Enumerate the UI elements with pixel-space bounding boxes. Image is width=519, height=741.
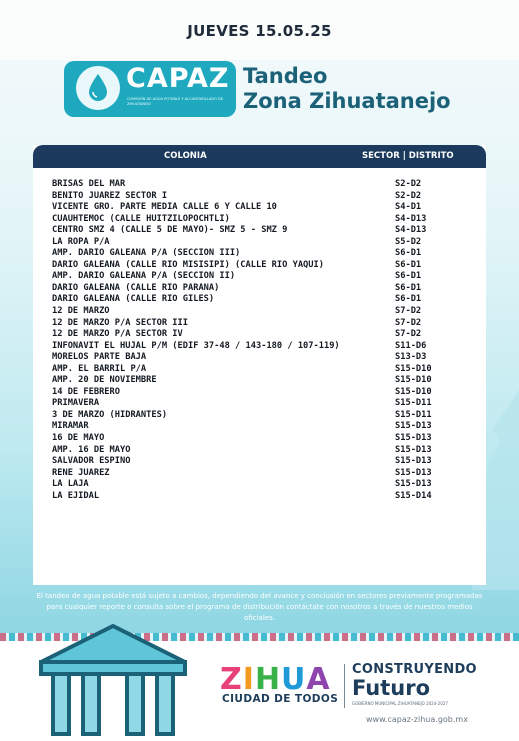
table-row (52, 479, 472, 491)
sector-cell: S13-D3 (395, 352, 427, 363)
website-url[interactable]: www.capaz-zihua.gob.mx (366, 715, 468, 724)
table-row (52, 433, 472, 445)
table-row (52, 225, 472, 237)
table-header (33, 145, 486, 168)
table-row (52, 364, 472, 376)
table-row (52, 375, 472, 387)
sector-cell: S15-D13 (395, 433, 432, 444)
sector-cell: S6-D1 (395, 271, 422, 282)
futuro-text: Futuro (352, 676, 431, 700)
sector-cell: S2-D2 (395, 190, 422, 201)
table-row (52, 410, 472, 422)
sector-cell: S7-D2 (395, 306, 422, 317)
colonia-cell: LA EJIDAL (52, 490, 100, 501)
colonia-cell: 12 DE MARZO P/A SECTOR IV (52, 329, 183, 340)
sector-cell: S15-D11 (395, 398, 432, 409)
sector-cell: S6-D1 (395, 259, 422, 270)
capaz-logo-text: CAPAZ (126, 63, 230, 94)
table-body (52, 179, 472, 502)
table-row (52, 318, 472, 330)
colonia-cell: CENTRO SMZ 4 (CALLE 5 DE MAYO)- SMZ 5 - SMZ 9 (52, 225, 288, 236)
colonia-cell: PRIMAVERA (52, 398, 100, 409)
sector-cell: S15-D13 (395, 467, 432, 478)
zihua-logo (220, 662, 331, 697)
sector-cell: S5-D2 (395, 236, 422, 247)
colonia-cell: VICENTE GRO. PARTE MEDIA CALLE 6 Y CALLE 10 (52, 202, 277, 213)
colonia-cell: MIRAMAR (52, 421, 89, 432)
table-row (52, 202, 472, 214)
zihua-letter: I (242, 662, 255, 697)
colonia-cell: BRISAS DEL MAR (52, 179, 126, 189)
table-row (52, 491, 472, 503)
sector-cell: S6-D1 (395, 248, 422, 259)
sector-cell: S4-D1 (395, 202, 422, 213)
table-row (52, 237, 472, 249)
table-row (52, 387, 472, 399)
construyendo-text: CONSTRUYENDO (352, 662, 477, 677)
column-header-sector: SECTOR | DISTRITO (362, 151, 454, 161)
colonia-cell: CUAUHTEMOC (CALLE HUITZILOPOCHTLI) (52, 213, 230, 224)
colonia-cell: AMP. DARIO GALEANA P/A (SECCION II) (52, 271, 236, 282)
zihua-letter: U (281, 662, 307, 697)
table-row (52, 456, 472, 468)
table-row (52, 248, 472, 260)
colonia-cell: BENITO JUAREZ SECTOR I (52, 190, 168, 201)
table-row (52, 179, 472, 191)
ciudad-de-todos-text: CIUDAD DE TODOS (222, 693, 339, 705)
colonia-cell: AMP. 16 DE MAYO (52, 444, 131, 455)
sector-cell: S15-D14 (395, 490, 432, 501)
colonia-cell: AMP. 20 DE NOVIEMBRE (52, 375, 157, 386)
table-row (52, 260, 472, 272)
table-row (52, 329, 472, 341)
sector-cell: S15-D11 (395, 409, 432, 420)
building-icon (33, 622, 193, 741)
colonia-cell: MORELOS PARTE BAJA (52, 352, 147, 363)
colonia-cell: 3 DE MARZO (HIDRANTES) (52, 409, 168, 420)
sector-cell: S7-D2 (395, 329, 422, 340)
water-drop-icon (76, 66, 120, 110)
sector-cell: S7-D2 (395, 317, 422, 328)
table-row (52, 445, 472, 457)
sector-cell: S15-D10 (395, 386, 432, 397)
column-header-colonia: COLONIA (164, 151, 207, 161)
logo-divider (344, 664, 345, 708)
capaz-logo-subtitle: COMISIÓN DE AGUA POTABLE Y ALCANTARILLADO DE ZIHUATANEJO (127, 97, 224, 106)
colonia-cell: AMP. DARIO GALEANA P/A (SECCION III) (52, 248, 241, 259)
colonia-cell: RENE JUAREZ (52, 467, 110, 478)
table-row (52, 468, 472, 480)
table-row (52, 294, 472, 306)
sector-cell: S15-D13 (395, 479, 432, 490)
zihua-letter: H (254, 662, 282, 697)
table-row (52, 191, 472, 203)
sector-cell: S15-D13 (395, 456, 432, 467)
sector-cell: S6-D1 (395, 282, 422, 293)
table-row (52, 421, 472, 433)
colonia-cell: DARIO GALEANA (CALLE RIO MISISIPI) (CALLE RIO YAQUI) (52, 259, 324, 270)
sector-cell: S4-D13 (395, 225, 427, 236)
colonia-cell: 12 DE MARZO (52, 306, 110, 317)
colonia-cell: LA LAJA (52, 479, 89, 490)
colonia-cell: AMP. EL BARRIL P/A (52, 363, 147, 374)
colonia-cell: INFONAVIT EL HUJAL P/M (EDIF 37-48 / 143-180 / 107-119) (52, 340, 340, 351)
sector-cell: S15-D10 (395, 375, 432, 386)
sector-cell: S15-D13 (395, 444, 432, 455)
page-title (243, 64, 451, 114)
colonia-cell: LA ROPA P/A (52, 236, 110, 247)
title-line-1: Tandeo (243, 64, 328, 88)
colonia-cell: 12 DE MARZO P/A SECTOR III (52, 317, 188, 328)
sector-cell: S15-D13 (395, 421, 432, 432)
colonia-cell: 14 DE FEBRERO (52, 386, 120, 397)
zihua-letter: A (306, 662, 331, 697)
table-row (52, 352, 472, 364)
table-row (52, 271, 472, 283)
sector-cell: S4-D13 (395, 213, 427, 224)
page-date: JUEVES 15.05.25 (187, 22, 332, 40)
table-row (52, 283, 472, 295)
futuro-subtitle: GOBIERNO MUNICIPAL ZIHUATANEJO 2024-2027 (352, 701, 448, 706)
title-line-2: Zona Zihuatanejo (243, 89, 451, 113)
sector-cell: S11-D6 (395, 340, 427, 351)
colonia-cell: SALVADOR ESPINO (52, 456, 131, 467)
colonia-cell: DARIO GALEANA (CALLE RIO PARANA) (52, 282, 220, 293)
sector-cell: S6-D1 (395, 294, 422, 305)
colonia-cell: 16 DE MAYO (52, 433, 105, 444)
table-row (52, 341, 472, 353)
colonia-cell: DARIO GALEANA (CALLE RIO GILES) (52, 294, 215, 305)
table-row (52, 214, 472, 226)
disclaimer-note: El tandeo de agua potable está sujeto a cambios, dependiendo del avance y conclusión en sectores previamente programadas para cualquier reporte o consulta sobre el programa de distribución contáctate con nosotros a través de nuestros medios oficiales. (36, 592, 483, 622)
table-row (52, 398, 472, 410)
sector-cell: S2-D2 (395, 179, 422, 189)
zihua-letter: Z (220, 662, 243, 697)
table-row (52, 306, 472, 318)
sector-cell: S15-D10 (395, 363, 432, 374)
